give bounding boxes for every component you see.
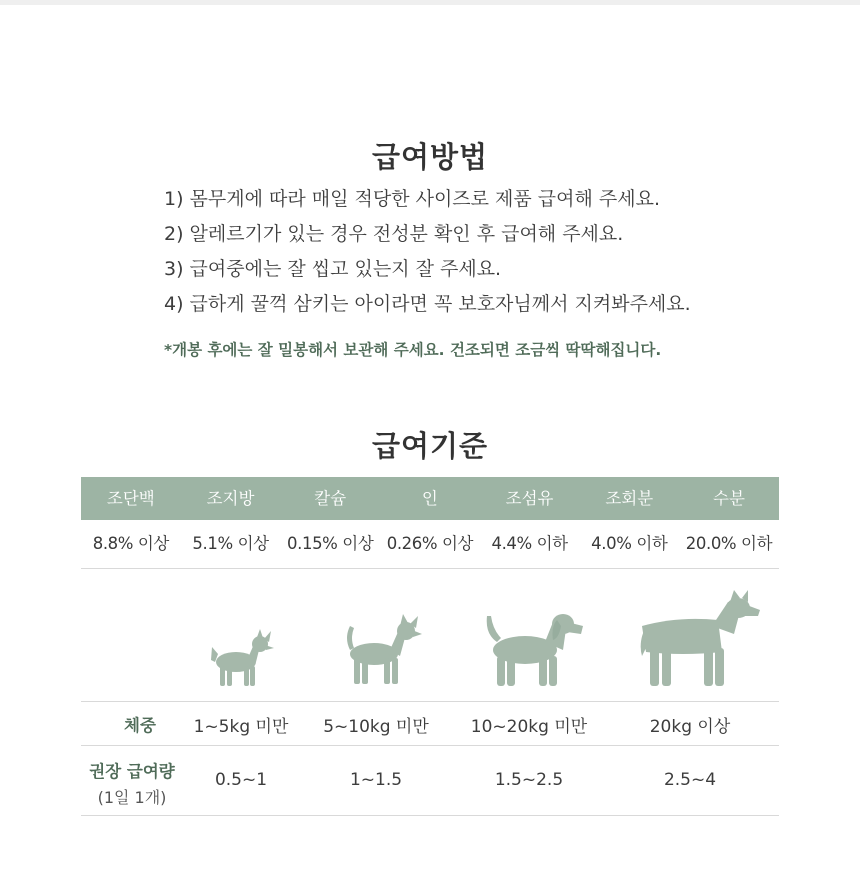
medium-dog-icon [483, 612, 583, 688]
amount-label-text: 권장 급여량 [89, 762, 175, 781]
small-dog-icon [340, 614, 422, 686]
feeding-step: 3) 급여중에는 잘 씹고 있는지 잘 주세요. [164, 258, 502, 280]
nutrient-value: 5.1% 이상 [192, 534, 269, 553]
nutrient-header-row [81, 477, 779, 520]
table-bottom-border [81, 815, 779, 816]
feeding-step: 4) 급하게 꿀꺽 삼키는 아이라면 꼭 보호자님께서 지켜봐주세요. [164, 293, 691, 315]
weight-value: 20kg 이상 [649, 717, 731, 737]
top-divider [0, 0, 860, 5]
nutrient-value: 4.0% 이하 [591, 534, 668, 553]
feeding-step: 1) 몸무게에 따라 매일 적당한 사이즈로 제품 급여해 주세요. [164, 188, 661, 210]
weight-row-top-border [81, 701, 779, 702]
amount-value: 1.5~2.5 [494, 770, 564, 790]
tiny-dog-icon [208, 628, 274, 688]
nutrient-value: 0.15% 이상 [287, 534, 374, 553]
nutrient-name: 수분 [713, 489, 745, 508]
nutrient-value: 0.26% 이상 [386, 534, 474, 553]
amount-value: 0.5~1 [214, 770, 268, 790]
amount-sublabel: (1일 1개) [97, 788, 167, 807]
nutrient-name: 조지방 [206, 489, 255, 508]
feeding-method-list [164, 182, 691, 322]
weight-value: 10~20kg 미만 [470, 717, 588, 737]
large-dog-icon [638, 590, 760, 688]
nutrient-value: 8.8% 이상 [92, 534, 169, 553]
nutrient-value: 4.4% 이하 [491, 534, 568, 553]
weight-label: 체중 [124, 716, 156, 735]
amount-value: 2.5~4 [663, 770, 717, 790]
feeding-standard-title: 급여기준 [371, 429, 489, 463]
nutrient-value: 20.0% 이하 [685, 534, 773, 553]
nutrient-name: 조섬유 [505, 489, 554, 508]
feeding-method-title: 급여방법 [371, 140, 489, 174]
storage-note: *개봉 후에는 잘 밀봉해서 보관해 주세요. 건조되면 조금씩 딱딱해집니다. [164, 341, 662, 359]
weight-value: 1~5kg 미만 [193, 717, 289, 737]
amount-value: 1~1.5 [349, 770, 403, 790]
nutrient-name: 인 [421, 489, 438, 508]
nutrient-name: 칼슘 [314, 489, 347, 508]
weight-value: 5~10kg 미만 [323, 717, 429, 737]
amount-row-top-border [81, 745, 779, 746]
nutrient-value-row [81, 520, 779, 569]
nutrient-name: 조단백 [106, 489, 155, 508]
nutrient-name: 조회분 [605, 489, 654, 508]
feeding-step: 2) 알레르기가 있는 경우 전성분 확인 후 급여해 주세요. [164, 223, 624, 245]
